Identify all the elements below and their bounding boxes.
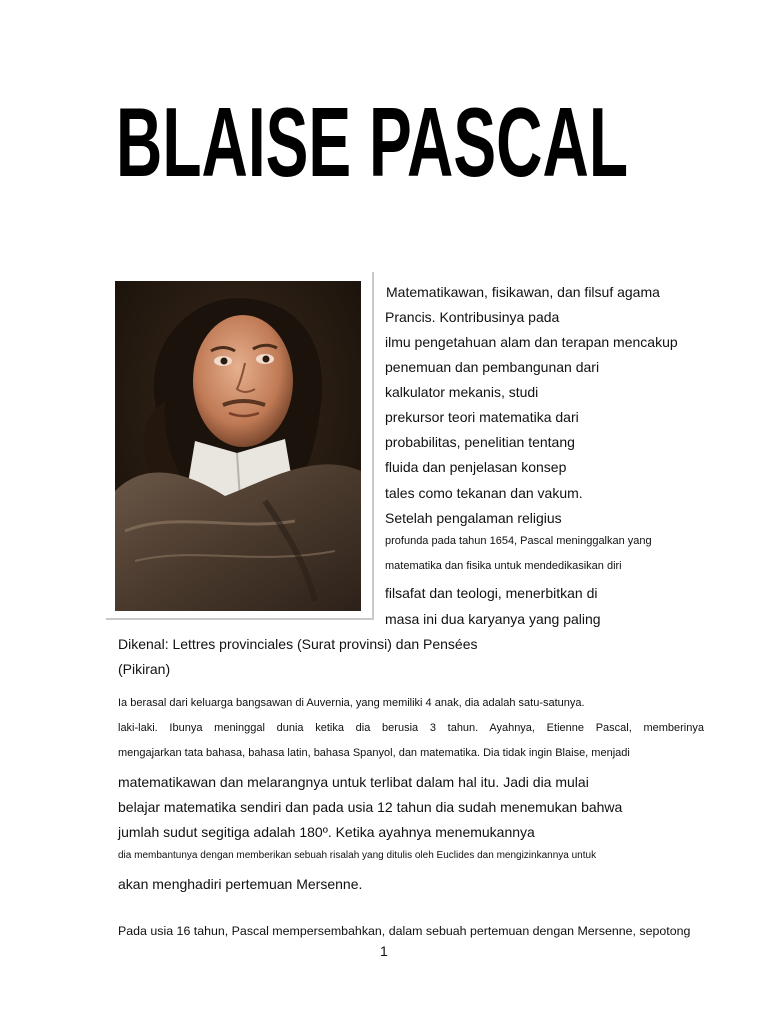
page-title: BLAISE PASCAL	[116, 92, 628, 192]
body-text-line: Pada usia 16 tahun, Pascal mempersembahkan, dalam sebuah pertemuan dengan Mersenne, sepotong	[118, 924, 691, 938]
side-text-line: Setelah pengalaman religius	[385, 510, 562, 526]
side-text-line: filsafat dan teologi, menerbitkan di	[385, 585, 598, 601]
side-text-line: probabilitas, penelitian tentang	[385, 434, 575, 450]
side-text-line: Matematikawan, fisikawan, dan filsuf agama	[386, 284, 660, 300]
side-text-line: masa ini dua karyanya yang paling	[385, 611, 601, 627]
body-text-line: (Pikiran)	[118, 661, 171, 677]
body-text-line: matematikawan dan melarangnya untuk terlibat dalam hal itu. Jadi dia mulai	[118, 774, 589, 790]
body-text-line: laki-laki. Ibunya meninggal dunia ketika dia berusia 3 tahun. Ayahnya, Etienne Pascal, memberinya	[118, 722, 704, 734]
side-text-line: prekursor teori matematika dari	[385, 409, 579, 425]
side-text-line: matematika dan fisika untuk mendedikasikan diri	[385, 560, 622, 572]
title-wordart	[112, 92, 632, 192]
portrait-image	[115, 281, 361, 611]
body-text-line: Ia berasal dari keluarga bangsawan di Auvernia, yang memiliki 4 anak, dia adalah satu-satunya.	[118, 697, 585, 709]
page-number: 1	[380, 943, 388, 959]
body-text-line: jumlah sudut segitiga adalah 180º. Ketika ayahnya menemukannya	[118, 824, 535, 840]
body-text-line: belajar matematika sendiri dan pada usia 12 tahun dia sudah menemukan bahwa	[118, 799, 623, 815]
title-svg	[112, 92, 632, 192]
portrait-frame	[106, 272, 374, 620]
side-text-line: Prancis. Kontribusinya pada	[385, 309, 560, 325]
side-text-line: ilmu pengetahuan alam dan terapan mencakup	[385, 334, 678, 350]
body-text-line: mengajarkan tata bahasa, bahasa latin, bahasa Spanyol, dan matematika. Dia tidak ingin Blaise, menjadi	[118, 747, 630, 759]
body-text-line: akan menghadiri pertemuan Mersenne.	[118, 876, 363, 892]
side-text-line: profunda pada tahun 1654, Pascal meninggalkan yang	[385, 535, 652, 547]
side-text-line: penemuan dan pembangunan dari	[385, 359, 600, 375]
body-text-line: dia membantunya dengan memberikan sebuah risalah yang ditulis oleh Euclides dan mengizinkannya untuk	[118, 850, 597, 861]
side-text-line: kalkulator mekanis, studi	[385, 384, 539, 400]
body-text-line: Dikenal: Lettres provinciales (Surat provinsi) dan Pensées	[118, 636, 478, 652]
side-text-line: fluida dan penjelasan konsep	[385, 459, 567, 475]
side-text-line: tales como tekanan dan vakum.	[385, 485, 583, 501]
